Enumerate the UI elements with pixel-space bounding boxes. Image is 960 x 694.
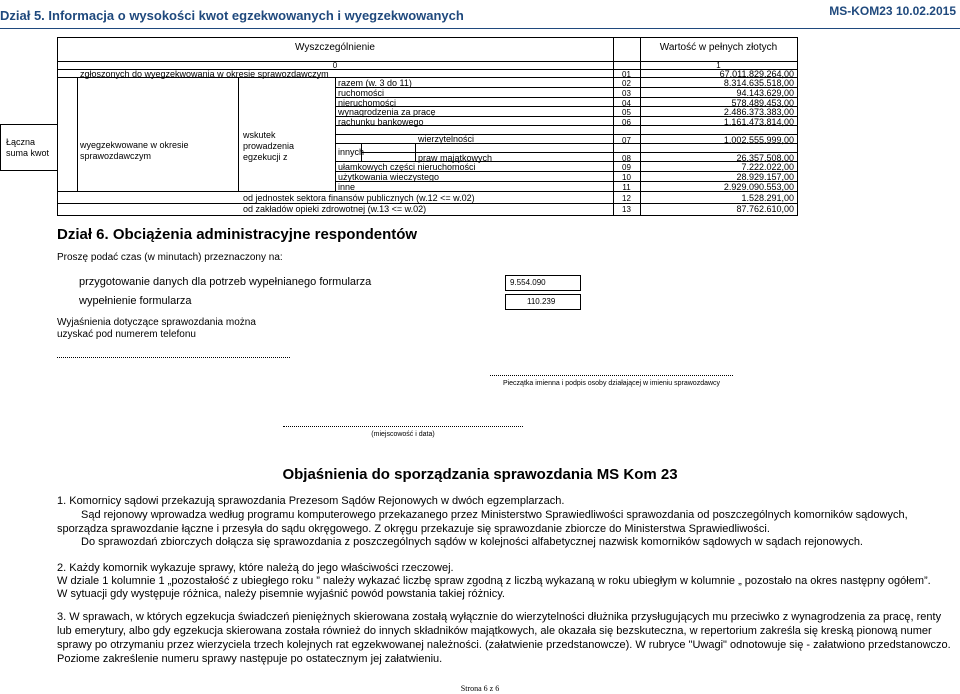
row12-num: 12 bbox=[622, 194, 631, 203]
header-spec: Wyszczególnienie bbox=[295, 42, 375, 53]
row07-label: wierzytelności bbox=[418, 134, 475, 144]
innych-label: innych bbox=[338, 147, 365, 157]
row06-value: 1.161.473.814,00 bbox=[723, 117, 794, 127]
section6-prompt: Proszę podać czas (w minutach) przeznaczony na: bbox=[57, 252, 283, 263]
group-label: Łączna suma kwot bbox=[6, 137, 50, 158]
col-num-1: 1 bbox=[716, 61, 721, 70]
row01-label: zgłoszonych do wyegzekwowania w okresie sprawozdawczym bbox=[80, 69, 329, 79]
row04-num: 04 bbox=[622, 99, 631, 108]
form-code: MS-KOM23 10.02.2015 bbox=[829, 4, 956, 18]
row12-value: 1.528.291,00 bbox=[741, 193, 794, 203]
place-field[interactable] bbox=[283, 426, 523, 427]
row01-num: 01 bbox=[622, 70, 631, 79]
row09-value: 7.222.022,00 bbox=[741, 162, 794, 172]
stamp-field[interactable] bbox=[490, 375, 733, 376]
section6-title: Dział 6. Obciążenia administracyjne respondentów bbox=[57, 226, 418, 243]
row11-label: inne bbox=[338, 182, 356, 192]
expl-p3: 3. W sprawach, w których egzekucja świadczeń pieniężnych skierowana zostałą wyłącznie do wierzytelności dłużnika przysługujących mu przeciwko z wynagrodzenia za pracę, renty lub emerytury, albo gdy egzekucja skierowana została również do innych składników majątkowych, ale okazała się bezskuteczna, w repertorium zakreśla się kreską pionową numer sprawy po otrzymaniu przez wierzyciela trzech kolejnych rat egzekwowanej należności. (załatwienie przedstanowcze). W rubryce "Uwagi" odnotowuje się - załatwiono przedstanowczo. Poziome zakreślenie numeru sprawy następuje po ostatecznym jej załatwieniu. bbox=[57, 611, 951, 665]
row10-num: 10 bbox=[622, 173, 631, 182]
prep-label: przygotowanie danych dla potrzeb wypełnianego formularza bbox=[79, 276, 372, 288]
row02-num: 02 bbox=[622, 79, 631, 88]
explanations-title: Objaśnienia do sporządzania sprawozdania MS Kom 23 bbox=[282, 466, 678, 483]
row10-value: 28.929.157,00 bbox=[736, 172, 794, 182]
header-value: Wartość w pełnych złotych bbox=[659, 42, 778, 53]
row06-num: 06 bbox=[622, 118, 631, 127]
row07-num: 07 bbox=[622, 136, 631, 145]
row07-value: 1.002.555.999,00 bbox=[723, 135, 794, 145]
expl-p2: 2. Każdy komornik wykazuje sprawy, które należą do jego właściwości rzeczowej. bbox=[57, 562, 454, 574]
explain-line1: Wyjaśnienia dotyczące sprawozdania można bbox=[57, 317, 256, 328]
subgroup-label: wyegzekwowane w okresie sprawozdawczym bbox=[80, 140, 189, 161]
fill-label: wypełnienie formularza bbox=[79, 295, 192, 307]
expl-p2b: W dziale 1 kolumnie 1 „pozostałość z ubiegłego roku ” należy wykazać liczbę spraw zgodną z liczbą wykazaną w roku ubiegłym w kolumnie „ pozostało na okres następny ogółem”. bbox=[57, 575, 931, 587]
expl-p1b: Sąd rejonowy wprowadza według programu komputerowego przekazanego przez Ministerstwo Sprawiedliwości sprawozdania od poszczególnych komorników sądowych, sporządza sprawozdanie łączne i przesyła do sądu okręgowego. Z okręgu przekazuje się sprawozdanie zbiorcze do Ministerstwa Sprawiedliwości. bbox=[57, 509, 908, 535]
fill-input[interactable]: 110.239 bbox=[505, 294, 581, 310]
row09-label: ułamkowych części nieruchomości bbox=[338, 162, 476, 172]
row05-num: 05 bbox=[622, 108, 631, 117]
row09-num: 09 bbox=[622, 163, 631, 172]
row03-num: 03 bbox=[622, 89, 631, 98]
row13-label: od zakładów opieki zdrowotnej (w.13 <= w.02) bbox=[243, 204, 427, 214]
row08-value: 26.357.508,00 bbox=[736, 153, 794, 163]
prep-input[interactable]: 9.554.090 bbox=[505, 275, 581, 291]
page-title: Dział 5. Informacja o wysokości kwot egzekwowanych i wyegzekwowanych bbox=[0, 8, 464, 23]
row11-value: 2.929.090.553,00 bbox=[723, 182, 794, 192]
explain-line2: uzyskać pod numerem telefonu bbox=[57, 329, 196, 340]
stamp-label: Pieczątka imienna i podpis osoby działającej w imieniu sprawozdawcy bbox=[502, 380, 721, 387]
row08-num: 08 bbox=[622, 154, 631, 163]
row03-value: 94.143.629,00 bbox=[736, 88, 794, 98]
page-footer: Strona 6 z 6 bbox=[460, 684, 500, 693]
expl-p1: 1. Komornicy sądowi przekazują sprawozdania Prezesom Sądów Rejonowych w dwóch egzemplarzach. bbox=[57, 495, 565, 507]
row03-label: ruchomości bbox=[338, 88, 385, 98]
col-num-0: 0 bbox=[332, 61, 338, 70]
row11-num: 11 bbox=[622, 183, 631, 192]
row08-label: praw majątkowych bbox=[418, 153, 493, 163]
phone-field[interactable] bbox=[57, 357, 290, 358]
row04-value: 578.489.453,00 bbox=[731, 98, 794, 108]
row05-value: 2.486.373.383,00 bbox=[723, 107, 794, 117]
row02-value: 8.314.635.518,00 bbox=[723, 78, 794, 88]
row13-value: 87.762.610,00 bbox=[736, 204, 794, 214]
row01-value: 67.011.829.264,00 bbox=[719, 69, 794, 79]
expl-p1c: Do sprawozdań zbiorczych dołącza się sprawozdania z poszczególnych sądów w kolejności alfabetycznej nazwisk komorników sądowych w sądach rejonowych. bbox=[81, 536, 863, 548]
row04-label: nieruchomości bbox=[338, 98, 397, 108]
expl-p2c: W sytuacji gdy występuje różnica, należy pisemnie wyjaśnić powód powstania takiej różnicy. bbox=[57, 588, 505, 600]
row10-label: użytkowania wieczystego bbox=[338, 172, 440, 182]
row12-label: od jednostek sektora finansów publicznych (w.12 <= w.02) bbox=[243, 193, 475, 203]
row13-num: 13 bbox=[622, 205, 631, 214]
wskutek-label: wskutek prowadzenia egzekucji z bbox=[243, 130, 295, 162]
row06-label: rachunku bankowego bbox=[338, 117, 424, 127]
row05-label: wynagrodzenia za pracę bbox=[338, 107, 436, 117]
place-label: (miejscowość i data) bbox=[371, 431, 435, 438]
row02-label: razem (w. 3 do 11) bbox=[338, 78, 412, 88]
